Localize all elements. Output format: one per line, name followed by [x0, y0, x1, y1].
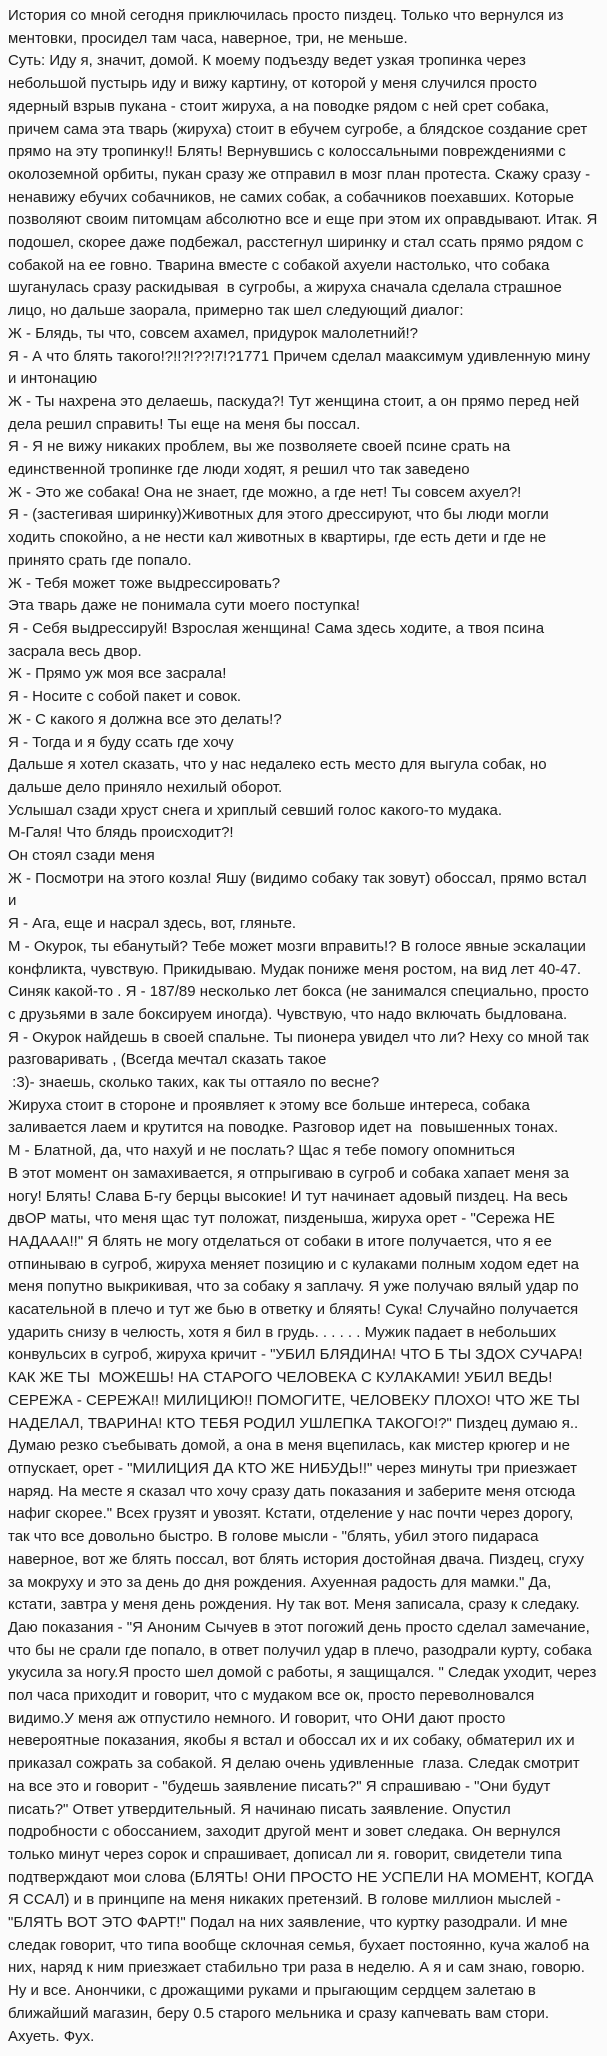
dialog-line: Я - А что блять такого!?!!?!??!7!?1771 Причем сделал мааксимум удивленную мину и интонацию	[8, 347, 595, 388]
dialog-line: Я - Носите с собой пакет и совок.	[8, 688, 242, 706]
dialog-line: Ж - Тебя может тоже выдрессировать?	[8, 574, 281, 592]
dialog-line: М - Блатной, да, что нахуй и не послать? Щас я тебе помогу опомниться	[8, 1142, 516, 1160]
story-paragraph: История со мной сегодня приключилась просто пиздец. Только что вернулся из ментовки, просидел там часа, наверное, три, не меньше.	[8, 7, 568, 47]
dialog-line: Я - Я не вижу никаких проблем, вы же позволяете своей псине срать на единственной тропинке где люди ходят, я решил что так заведено	[8, 438, 515, 479]
dialog-line: Ж - С какого я должна все это делать!?	[8, 710, 282, 728]
story-paragraph: Суть: Иду я, значит, домой. К моему подъезду ведет узкая тропинка через небольшой пустырь иду и вижу картину, от которой у меня случился просто ядерный взрыв пукана - стоит жируха, а на поводке рядом с ней срет собака, причем сама эта тварь (жируха) стоит в ебучем сугробе, а блядское создание срет прямо на эту тропинку!! Блять! Вернувшись с колоссальными повреждениями с околоземной орбиты, пукан сразу же отправил в мозг план протеста. Скажу сразу - ненавижу ебучих собачников, не самих собак, а собачников поехавших. Которые позволяют своим питомцам абсолютно все и еще при этом их оправдывают. Итак. Я подошел, скорее даже подбежал, расстегнул ширинку и стал ссать прямо рядом с собакой на ее говно. Тварина вместе с собакой ахуели настолько, что собака шуганулась сразу раскидывая в сугробы, а жируха сначала сделала страшное лицо, но дальше заорала, примерно так шел следующий диалог:	[8, 52, 602, 320]
story-paragraph: Эта тварь даже не понимала сути моего поступка!	[8, 597, 360, 615]
dialog-line: Я - Тогда и я буду ссать где хочу	[8, 733, 234, 751]
story-paragraph: В этот момент он замахивается, я отпрыгиваю в сугроб и собака хапает меня за ногу! Блять! Слава Б-гу берцы высокие! И тут начинает адовый пиздец. На весь двОР маты, что меня щас тут положат, пизденыша, жируха орет - "Сережа НЕ НАДААА!!" Я блять не могу отделаться от собаки в итоге получается, что я ее отпинываю в сугроб, жируха меняет позицию и с кулаками полным ходом едет на меня попутно выкрикивая, что за собаку я заплачу. Я уже получаю вялый удар по касательной в плечо и тут же бью в ответку и бляять! Сука! Случайно получается ударить снизу в челюсть, хотя я бил в грудь. . . . . . Мужик падает в небольших конвульсих в сугроб, жируха кричит - "УБИЛ БЛЯДИНА! ЧТО Б ТЫ ЗДОХ СУЧАРА! КАК ЖЕ ТЫ МОЖЕШЬ! НА СТАРОГО ЧЕЛОВЕКА С КУЛАКАМИ! УБИЛ ВЕДЬ! СЕРЕЖА - СЕРЕЖА!! МИЛИЦИЮ!! ПОМОГИТЕ, ЧЕЛОВЕКУ ПЛОХО! ЧТО ЖЕ ТЫ НАДЕЛАЛ, ТВАРИНА! КТО ТЕБЯ РОДИЛ УШЛЕПКА ТАКОГО!?" Пиздец думаю я.. Думаю резко съебывать домой, а она в меня вцепилась, как мистер крюгер и не отпускает, орет - "МИЛИЦИЯ ДА КТО ЖЕ НИБУДЬ!!" через минуты три приезжает наряд. На месте я сказал что хочу сразу дать показания и заберите меня отсюда нафиг скорее." Всех грузят и увозят. Кстати, отделение у нас почти через дорогу, так что все довольно быстро. В голове мысли - "блять, убил этого пидараса наверное, вот же блять поссал, вот блять история достойная двача. Пиздец, сгуху за мокруху и это за день до дня рождения. Ахуенная радость для мамки." Да, кстати, завтра у меня день рождения. Ну так вот. Меня записала, сразу к следаку. Даю показания - "Я Аноним Сычуев в этот погожий день просто сделал замечание, что бы не срали где попало, в ответ получил удар в плечо, разодрали курту, собака укусила за ногу.Я просто шел домой с работы, я защищался. " Следак уходит, через пол часа приходит и говорит, что с мудаком все ок, просто переволновался видимо.У меня аж отпустило немного. И говорит, что ОНИ дают просто невероятные показания, якобы я встал и обоссал их и их собаку, обматерил их и приказал сожрать за собакой. Я делаю очень удивленные глаза. Следак смотрит на все это и говорит - "будешь заявление писать?" Я спрашиваю - "Они будут писать?" Ответ утвердительный. Я начинаю писать заявление. Опустил подробности с обоссанием, заходит другой мент и зовет следака. Он вернулся только минут через сорок и спрашивает, дописал ли я. говорит, свидетели типа подтверждают мои слова (БЛЯТЬ! ОНИ ПРОСТО НЕ УСПЕЛИ НА МОМЕНТ, КОГДА Я ССАЛ) и в принципе на меня никаких претензий. В голове миллион мыслей - "БЛЯТЬ ВОТ ЭТО ФАРТ!" Подал на них заявление, что куртку разодрали. И мне следак говорит, что типа вообще склочная семья, бухает постоянно, куча жалоб на них, наряд к ним приезжает стабильно три раза в неделю. А я и сам знаю, говорю. Ну и все. Анончики, с дрожащими руками и прыгающим сердцем залетаю в ближайший магазин, беру 0.5 старого мельника и сразу капчевать вам стори. Ахуеть. Фух.	[8, 1164, 601, 2045]
dialog-line: М - Окурок, ты ебанутый? Тебе может мозги вправить!? В голосе явные эскалации конфликта, чувствую. Прикидываю. Мудак пониже меня ростом, на вид лет 40-47. Синяк какой-то . Я - 187/89 несколько лет бокса (не занимался специально, просто с друзьями в зале боксируем иногда). Чувствую, что надо включать быдлована.	[8, 937, 593, 1023]
dialog-line: Я - (застегивая ширинку)Животных для этого дрессируют, что бы люди могли ходить спокойно, а не нести кал животных в квартиры, где есть дети и где не принято срать где попало.	[8, 506, 553, 569]
dialog-line: Я - Окурок найдешь в своей спальне. Ты пионера увидел что ли? Неху со мной так разговаривать , (Всегда мечтал сказать такое	[8, 1028, 593, 1069]
dialog-line: М-Галя! Что блядь происходит?!	[8, 824, 234, 842]
dialog-line: Ж - Посмотри на этого козла! Яшу (видимо собаку так зовут) обоссал, прямо встал и	[8, 869, 591, 910]
story-paragraph: Дальше я хотел сказать, что у нас недалеко есть место для выгула собак, но дальше дело приняло нехилый оборот.	[8, 756, 551, 796]
story-paragraph: Он стоял сзади меня	[8, 847, 155, 865]
dialog-line: :3)- знаешь, сколько таких, как ты оттаяло по весне?	[8, 1074, 380, 1092]
story-paragraph: Жируха стоит в стороне и проявляет к этому все больше интереса, собака заливается лаем и крутится на поводке. Разговор идет на повышенных тонах.	[8, 1096, 559, 1137]
dialog-line: Ж - Прямо уж моя все засрала!	[8, 665, 227, 683]
dialog-line: Я - Ага, еще и насрал здесь, вот, гляньте.	[8, 915, 297, 933]
dialog-line: Ж - Ты нахрена это делаешь, паскуда?! Тут женщина стоит, а он прямо перед ней дела решил справить! Ты еще на меня бы поссал.	[8, 392, 584, 433]
dialog-line: Я - Себя выдрессируй! Взрослая женщина! Сама здесь ходите, а твоя псина засрала весь двор.	[8, 619, 549, 660]
dialog-line: Ж - Блядь, ты что, совсем ахамел, придурок малолетний!?	[8, 324, 418, 342]
dialog-line: Ж - Это же собака! Она не знает, где можно, а где нет! Ты совсем ахуел?!	[8, 483, 522, 501]
story-paragraph: Услышал сзади хруст снега и хриплый севший голос какого-то мудака.	[8, 801, 502, 819]
